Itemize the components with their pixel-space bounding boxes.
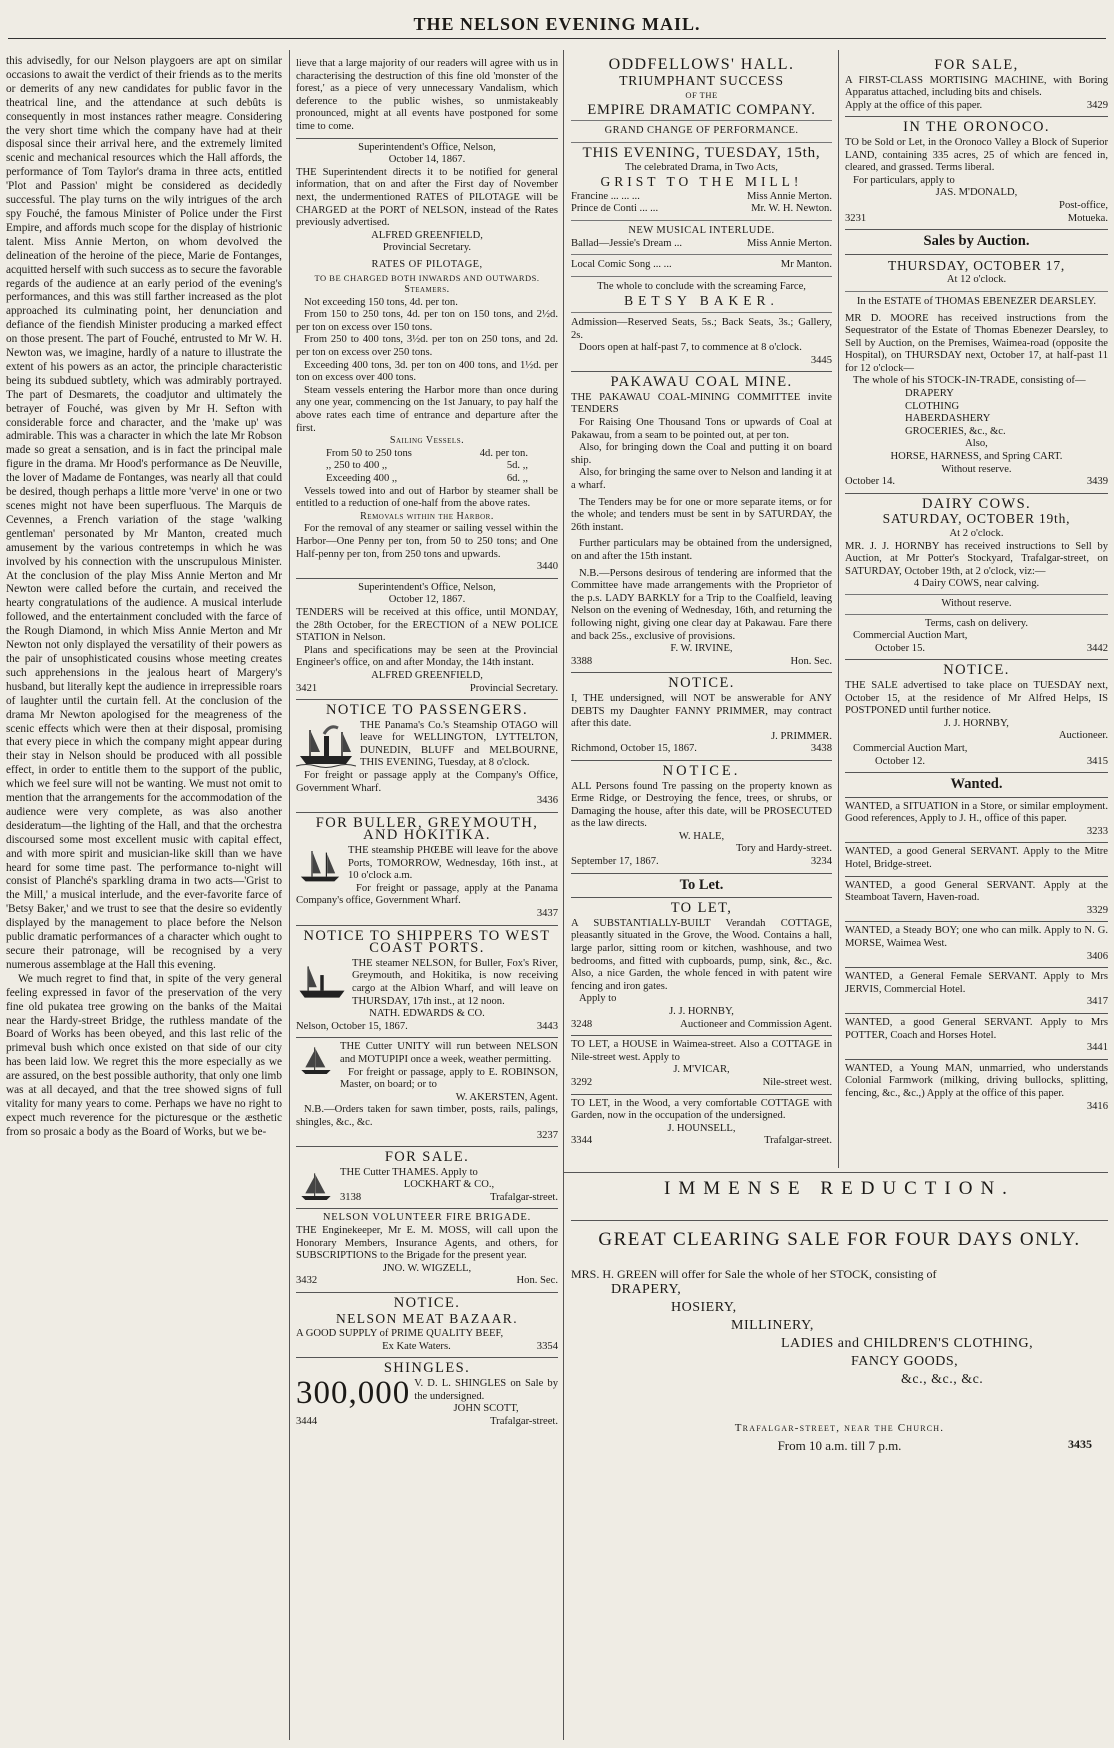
sailing-rate-row: ,, 250 to 400 ,, 5d. ,,	[326, 460, 528, 472]
steamship-icon	[296, 722, 356, 770]
masthead-rule	[8, 38, 1106, 39]
for-sale-cutter-thames: FOR SALE. THE Cutter THAMES. Apply to LOCKHART & CO., 3138 Trafalgar-street.	[296, 1147, 558, 1209]
wanted-advert: WANTED, a good General SERVANT. Apply to Mrs POTTER, Coach and Horses Hotel. 3441	[845, 1014, 1108, 1060]
wanted-advert: WANTED, a good General SERVANT. Apply at the Steamboat Tavern, Haven-road. 3329	[845, 877, 1108, 923]
sale-postponed-notice: NOTICE. THE SALE advertised to take place on TUESDAY next, October 15, at the residence of Mr Alfred Helps, IS POSTPONED until further notice. J. J. HORNBY, Auctioneer. Commercial Auction Mart, October 12. 3415	[845, 660, 1108, 773]
sailing-rate-row: From 50 to 250 tons 4d. per ton.	[326, 447, 528, 459]
notice-to-shippers: NOTICE TO SHIPPERS TO WEST COAST PORTS. THE steamer NELSON, for Buller, Fox's River, Greymouth, and Hokitika, is now receiving cargo at the Albion Wharf, and will leave on THURSDAY, 17th inst., at 12 noon. NATH. EDWARDS & CO. Nelson, October 15, 1867. 3443	[296, 926, 558, 1039]
clearing-sale-heading: GREAT CLEARING SALE FOR FOUR DAYS ONLY.	[571, 1220, 1108, 1247]
to-let-cottage: TO LET, A SUBSTANTIALLY-BUILT Verandah COTTAGE, pleasantly situated in the Grove, the Wood. Contains a hall, large parlor, sitting room or kitchen, washhouse, and two bedrooms, and fitted with cupboards, pump, sink, &c., &c. Also, a nice Garden, the whole fenced in with patent wire fencing and iron gates. Apply to J. J. HORNBY, 3248 Auctioneer and Commission Agent.	[571, 898, 832, 1036]
clearing-sale-hours: From 10 a.m. till 7 p.m. 3435	[777, 1437, 1092, 1453]
clearing-sale-goods: DRAPERY, HOSIERY, MILLINERY, LADIES and CHILDREN'S CLOTHING, FANCY GOODS, &c., &c., &c.	[611, 1282, 1034, 1387]
sailing-ship-icon	[296, 847, 344, 887]
wanted-advert: WANTED, a SITUATION in a Store, or similar employment. Good references, Apply to J. H., office of this paper. 3233	[845, 798, 1108, 844]
steamship-icon	[296, 960, 348, 1004]
sailing-rate-row: Exceeding 400 ,, 6d. ,,	[326, 473, 528, 484]
trespass-notice: NOTICE. ALL Persons found Tre passing on the property known as Erme Ridge, or Destroying the fence, trees, or shrubs, or Damaging the house, after this date, will be PROSECUTED as the law directs. W. HALE, Tory and Hardy-street. September 17, 1867. 3234	[571, 761, 832, 874]
pakawau-coal-mine-tenders: PAKAWAU COAL MINE. THE PAKAWAU COAL-MINING COMMITTEE invite TENDERS For Raising One Thousand Tons or upwards of Coal at Pakawau, from a seam to be pointed out, at per ton. Also, for bringing down the Coal and putting it on board ship. Also, for bringing the same over to Nelson and landing it at a wharf. The Tenders may be for one or more separate items, or for the whole; and tenders must be sent in by SATURDAY, the 26th instant. Further particulars may be obtained from the undersigned, on and after the 15th instant. N.B.—Persons desirous of tendering are informed that the Committee have made arrangements with the Proprietor of the p.s. LADY BARKLY for a Trip to the Coalfield, leaving Nelson on the evening of Wednesday, 16th, and returning the following night, giving one clear day at Pakawau. Fare there and back 25s., exclusive of provisions. F. W. IRVINE, 3388 Hon. Sec.	[571, 372, 832, 673]
wanted-advert: WANTED, a Steady BOY; one who can milk. Apply to N. G. MORSE, Waimea West. 3406	[845, 922, 1108, 968]
advertisement-column-2	[296, 55, 558, 1432]
shingles-advert: SHINGLES. 300,000 V. D. L. SHINGLES on Sale by the undersigned. JOHN SCOTT, 3444 Trafalgar-street.	[296, 1360, 558, 1427]
oddfellows-hall-advert: ODDFELLOWS' HALL. TRIUMPHANT SUCCESS OF THE EMPIRE DRAMATIC COMPANY. GRAND CHANGE OF PERFORMANCE. THIS EVENING, TUESDAY, 15th, The celebrated Drama, in Two Acts, GRIST TO THE MILL! Francine ... ... ... Miss Annie Merton. Prince de Conti ... ... Mr. W. H. Newton. NEW MUSICAL INTERLUDE. Ballad—Jessie's Dream ... Miss Annie Merton. Local Comic Song ... ... Mr Manton. The whole to conclude with the screaming Farce, BETSY BAKER. Admission—Reserved Seats, 5s.; Back Seats, 3s.; Gallery, 2s. Doors open at half-past 7, to commence at 8 o'clock. 3445	[571, 55, 832, 372]
to-let-house: TO LET, a HOUSE in Waimea-street. Also a COTTAGE in Nile-street west. Apply to J. M'VICAR, 3292 Nile-street west.	[571, 1036, 832, 1094]
fire-brigade-notice: NELSON VOLUNTEER FIRE BRIGADE. THE Enginekeeper, Mr E. M. MOSS, will call upon the Honorary Members, Insurance Agents, and others, for SUBSCRIPTIONS to the Brigade for the present year. JNO. W. WIGZELL, 3432 Hon. Sec.	[296, 1209, 558, 1293]
immense-reduction-heading: IMMENSE REDUCTION.	[664, 1178, 1015, 1199]
wanted-advert: WANTED, a Young MAN, unmarried, who understands Colonial Farmwork (milking, driving bullocks, splitting, fencing, &c., &c.,) Apply at the office of this paper. 3416	[845, 1062, 1108, 1112]
clearing-sale-address: Trafalgar-street, near the Church.	[734, 1422, 945, 1434]
police-station-tenders: Superintendent's Office, Nelson, October 12, 1867. TENDERS will be received at this office, until MONDAY, the 28th October, for the ERECTION of a NEW POLICE STATION in Nelson. Plans and specifications may be seen at the Provincial Engineer's office, on and after Monday, the 14th instant. ALFRED GREENFIELD, 3421 Provincial Secretary.	[296, 579, 558, 700]
editorial-continuation: lieve that a large majority of our readers will agree with us in characterising the destruction of this fine old 'monster of the forest,' as a piece of very unnecessary Vandalism, which deference to the public wishes, so unmistakeably pronounced, might at all events have postponed for some time to come.	[296, 55, 558, 139]
masthead	[0, 8, 1114, 38]
sales-by-auction-heading: Sales by Auction.	[845, 230, 1108, 255]
pilotage-notice: Superintendent's Office, Nelson, October 14, 1867. THE Superintendent directs it to be notified for general information, that on and after the First day of November next, the undermentioned RATES of PILOTAGE will be CHARGED at the PORT of NELSON, instead of the Rates previously advertised. ALFRED GREENFIELD, Provincial Secretary. RATES OF PILOTAGE, TO BE CHARGED BOTH INWARDS AND OUTWARDS. Steamers. Not exceeding 150 tons, 4d. per ton. From 150 to 250 tons, 4d. per ton on 150 tons, and 2½d. per ton on excess over 150 tons. From 250 to 400 tons, 3½d. per ton on 250 tons, and 2d. per ton on excess over 250 tons. Exceeding 400 tons, 3d. per ton on 400 tons, and 1½d. per ton on excess over 400 tons. Steam vessels entering the Harbor more than once during any one year, commencing on the 1st January, to pay half the above rates each time of entrance and departure after the first. Sailing Vessels. From 50 to 250 tons 4d. per ton. ,, 250 to 400 ,, 5d. ,, Exceeding 400 ,, 6d. ,, Vessels towed into and out of Harbor by steamer shall be entitled to a reduction of one-half from the above rates. Removals within the Harbor. For the removal of any steamer or sailing vessel within the Harbor—One Penny per ton, from 50 to 250 tons; and One Half-penny per ton, from 250 tons and upwards. 3440	[296, 139, 558, 579]
editorial-column	[6, 55, 282, 1140]
to-let-section: To Let.	[571, 874, 832, 899]
notice-to-passengers: NOTICE TO PASSENGERS. THE Panama's Co.'s Steamship OTAGO will leave for WELLINGTON, LYTTELTON, DUNEDIN, BLUFF and MELBOURNE, THIS EVENING, Tuesday, at 8 o'clock. For freight or passage apply at the Company's Office, Government Wharf. 3436	[296, 700, 558, 813]
advertisement-column-4	[845, 55, 1108, 1177]
clearing-sale-advert	[571, 1176, 1108, 1453]
oronoco-land-notice: IN THE ORONOCO. TO be Sold or Let, in the Oronoco Valley a Block of Superior LAND, containing 335 acres, 25 of which are fenced in, cleared, and grassed. Terms liberal. For particulars, apply to JAS. M'DONALD, Post-office, 3231 Motueka.	[845, 117, 1108, 230]
advert-number: 3435	[1068, 1437, 1092, 1451]
wanted-heading: Wanted.	[845, 773, 1108, 798]
wanted-advert: WANTED, a General Female SERVANT. Apply to Mrs JERVIS, Commercial Hotel. 3417	[845, 968, 1108, 1014]
dearsley-estate-auction: THURSDAY, OCTOBER 17, At 12 o'clock. In the ESTATE of THOMAS EBENEZER DEARSLEY. MR D. MOORE has received instructions from the Sequestrator of the Estate of Thomas Ebenezer Dearsley, to Sell by Auction, on the Premises, Waimea-road (opposite the Hospital), on THURSDAY next, October 17, at half-past 11 for 12 o'clock— The whole of his STOCK-IN-TRADE, consisting of— DRAPERY CLOTHING HABERDASHERY GROCERIES, &c., &c. Also, HORSE, HARNESS, and Spring CART. Without reserve. October 14. 3439	[845, 255, 1108, 494]
dairy-cows-auction: DAIRY COWS. SATURDAY, OCTOBER 19th, At 2 o'clock. MR. J. J. HORNBY has received instructions to Sell by Auction, at Mr Potter's Stockyard, Trafalgar-street, on SATURDAY, October 19th, at 2 o'clock, viz:— 4 Dairy COWS, near calving. Without reserve. Terms, cash on delivery. Commercial Auction Mart, October 15. 3442	[845, 494, 1108, 661]
editorial-paragraph: this advisedly, for our Nelson playgoers are apt on similar occasions to await the verdict of their friends as to the merits or demerits of any new candidates for public favor in the theatrical line, and the attendance at such debûts is consequently in most instances rather meagre. Considering the very short time which the company have had at their disposal since their arrival here, and the extremely limited scenic and mechanical resources which the Hall affords, the performance of Tom Taylor's drama in three acts, entitled 'Plot and Passion' might be considered as decidedly successful. The play turns on the wily intrigues of the arch spy Fouché, the famous Minister of Police under the First Empire, and affords much scope for the display of histrionic talent. Miss Annie Merton, on whom devolved the delineation of the heroine of the piece, Marie de Fontanges, acquitted herself with such success as to secure the favorable regards of the audience at an early period of the evening's performances, and this was still farther increased as the plot approached its culminating point, her denunciation and defiance of the fiendish Minister producing a marked effect on those present. The part of Fouché, entrusted to Mr W. H. Newton was, we imagine, hardly of a nature to illustrate the extent of his powers as an actor, the principle characteristic being its subdued subtlety, which was admirably portrayed. The part of Desmarets, the coadjutor and ultimately the betrayer of Fouché, was given by Mr H. Sefton with considerable force and character, and the 'make up' was admirable. This was a character in which the late Mr Robson made so great a sensation, and is in fact the principal male figure in the drama. Mr Hood's performance as De Neuville, the lover of Madame de Fontanges, was nearly all that could be desired, though perhaps a little more 'verve' in one or two scenes might not have been superfluous. The Marquis de Cevennes, a French variation of the stage 'walking gentleman' personated by Mr Manton, created much amusement by the various contretemps in which he was involved by his connection with the unscrupulous Minister. At the conclusion of the play Miss Annie Merton and Mr Newton were called before the curtain, and received the hearty congratulations of the audience. A musical interlude followed, and the entertainment concluded with the farce of the Rough Diamond, in which Miss Annie Merton and Mr Newton not only displayed the versatility of their powers as the pair of unsophisticated cousins whose meeting creates such apprehensions in the jealous heart of Margery's husband, but literally kept the audience in irrepressible roars of laughter until the curtain fell. At the conclusion of the drama Mr Newton apologised for the meagreness of the scenic effects which were then at their disposal, promising that every piece in which the company might appear during their stay in Nelson should be produced with all possible effect, in order to entitle them to the support of the public, which we feel sure will not be wanting. We must not omit to mention that the arrangements for the accommodation of the audience were very complete, as was also another desideratum—the lighting of the Hall, and that the orchestra discoursed some most excellent music with capital effect, and with more spirit and musician-like skill than we have heard for some time past. The performance to-night will consist of Planché's sparkling drama in two acts—'Grist to the Mill,' a musical interlude, and the ever-favorite farce of 'Betsy Baker,' and we trust to see that the desire so evidently displayed by the management to place before the Nelson public dramatic performances of a character which ought to secure their patronage, will be recognised by a very numerous assemblage at the Hall this evening.	[6, 55, 282, 971]
mortising-machine-for-sale: FOR SALE, A FIRST-CLASS MORTISING MACHINE, with Boring Apparatus attached, including bits and chisels. Apply at the office of this paper. 3429	[845, 55, 1108, 117]
column-divider	[289, 50, 290, 1740]
column-divider	[563, 50, 564, 1740]
column-divider	[838, 50, 839, 1168]
wanted-advert: WANTED, a good General SERVANT. Apply to the Mitre Hotel, Bridge-street.	[845, 843, 1108, 876]
advertisement-column-3	[571, 55, 832, 1177]
cutter-unity: THE Cutter UNITY will run between NELSON and MOTUPIPI once a week, weather permitting. For freight or passage, apply to E. ROBINSON, Master, on board; or to W. AKERSTEN, Agent. N.B.—Orders taken for sawn timber, posts, rails, palings, shingles, &c., &c. 3237	[296, 1038, 558, 1147]
cutter-icon	[296, 1169, 336, 1207]
to-let-wood-cottage: TO LET, in the Wood, a very comfortable COTTAGE with Garden, now in the occupation of the undersigned. J. HOUNSELL, 3344 Trafalgar-street.	[571, 1097, 832, 1147]
clearing-sale-intro: MRS. H. GREEN will offer for Sale the whole of her STOCK, consisting of	[571, 1267, 937, 1281]
cutter-icon	[296, 1043, 336, 1081]
newspaper-title: THE NELSON EVENING MAIL.	[413, 14, 701, 34]
meat-bazaar-notice: NOTICE. NELSON MEAT BAZAAR. A GOOD SUPPLY of PRIME QUALITY BEEF, Ex Kate Waters. 3354	[296, 1293, 558, 1358]
editorial-paragraph: We much regret to find that, in spite of the very general feeling expressed in favor of the preservation of the very fine old pukatea tree growing on the banks of the Maitai near the Hardy-street Bridge, the ruthless mandate of the Board of Works has been obeyed, and this last relic of the primeval bush which once existed on that side of our city has been laid low. We regret this the more especially as we are assured, on the best possible authority, that only one limb was at all decayed, and that the tree showed signs of full vitality for many years to come. Perhaps we have no right to expect much reverence for the picturesque or the æsthetic from so prosaic a body as the Board of Works, but we be-	[6, 972, 282, 1138]
primmer-debt-notice: NOTICE. I, THE undersigned, will NOT be answerable for ANY DEBTS my Daughter FANNY PRIMMER, may contract after this date. J. PRIMMER. Richmond, October 15, 1867. 3438	[571, 673, 832, 761]
buller-greymouth-hokitika: FOR BULLER, GREYMOUTH, AND HOKITIKA. THE steamship PHŒBE will leave for the above Ports, TOMORROW, Wednesday, 16th inst., at 10 o'clock a.m. For freight or passage, apply at the Panama Company's office, Government Wharf. 3437	[296, 813, 558, 926]
